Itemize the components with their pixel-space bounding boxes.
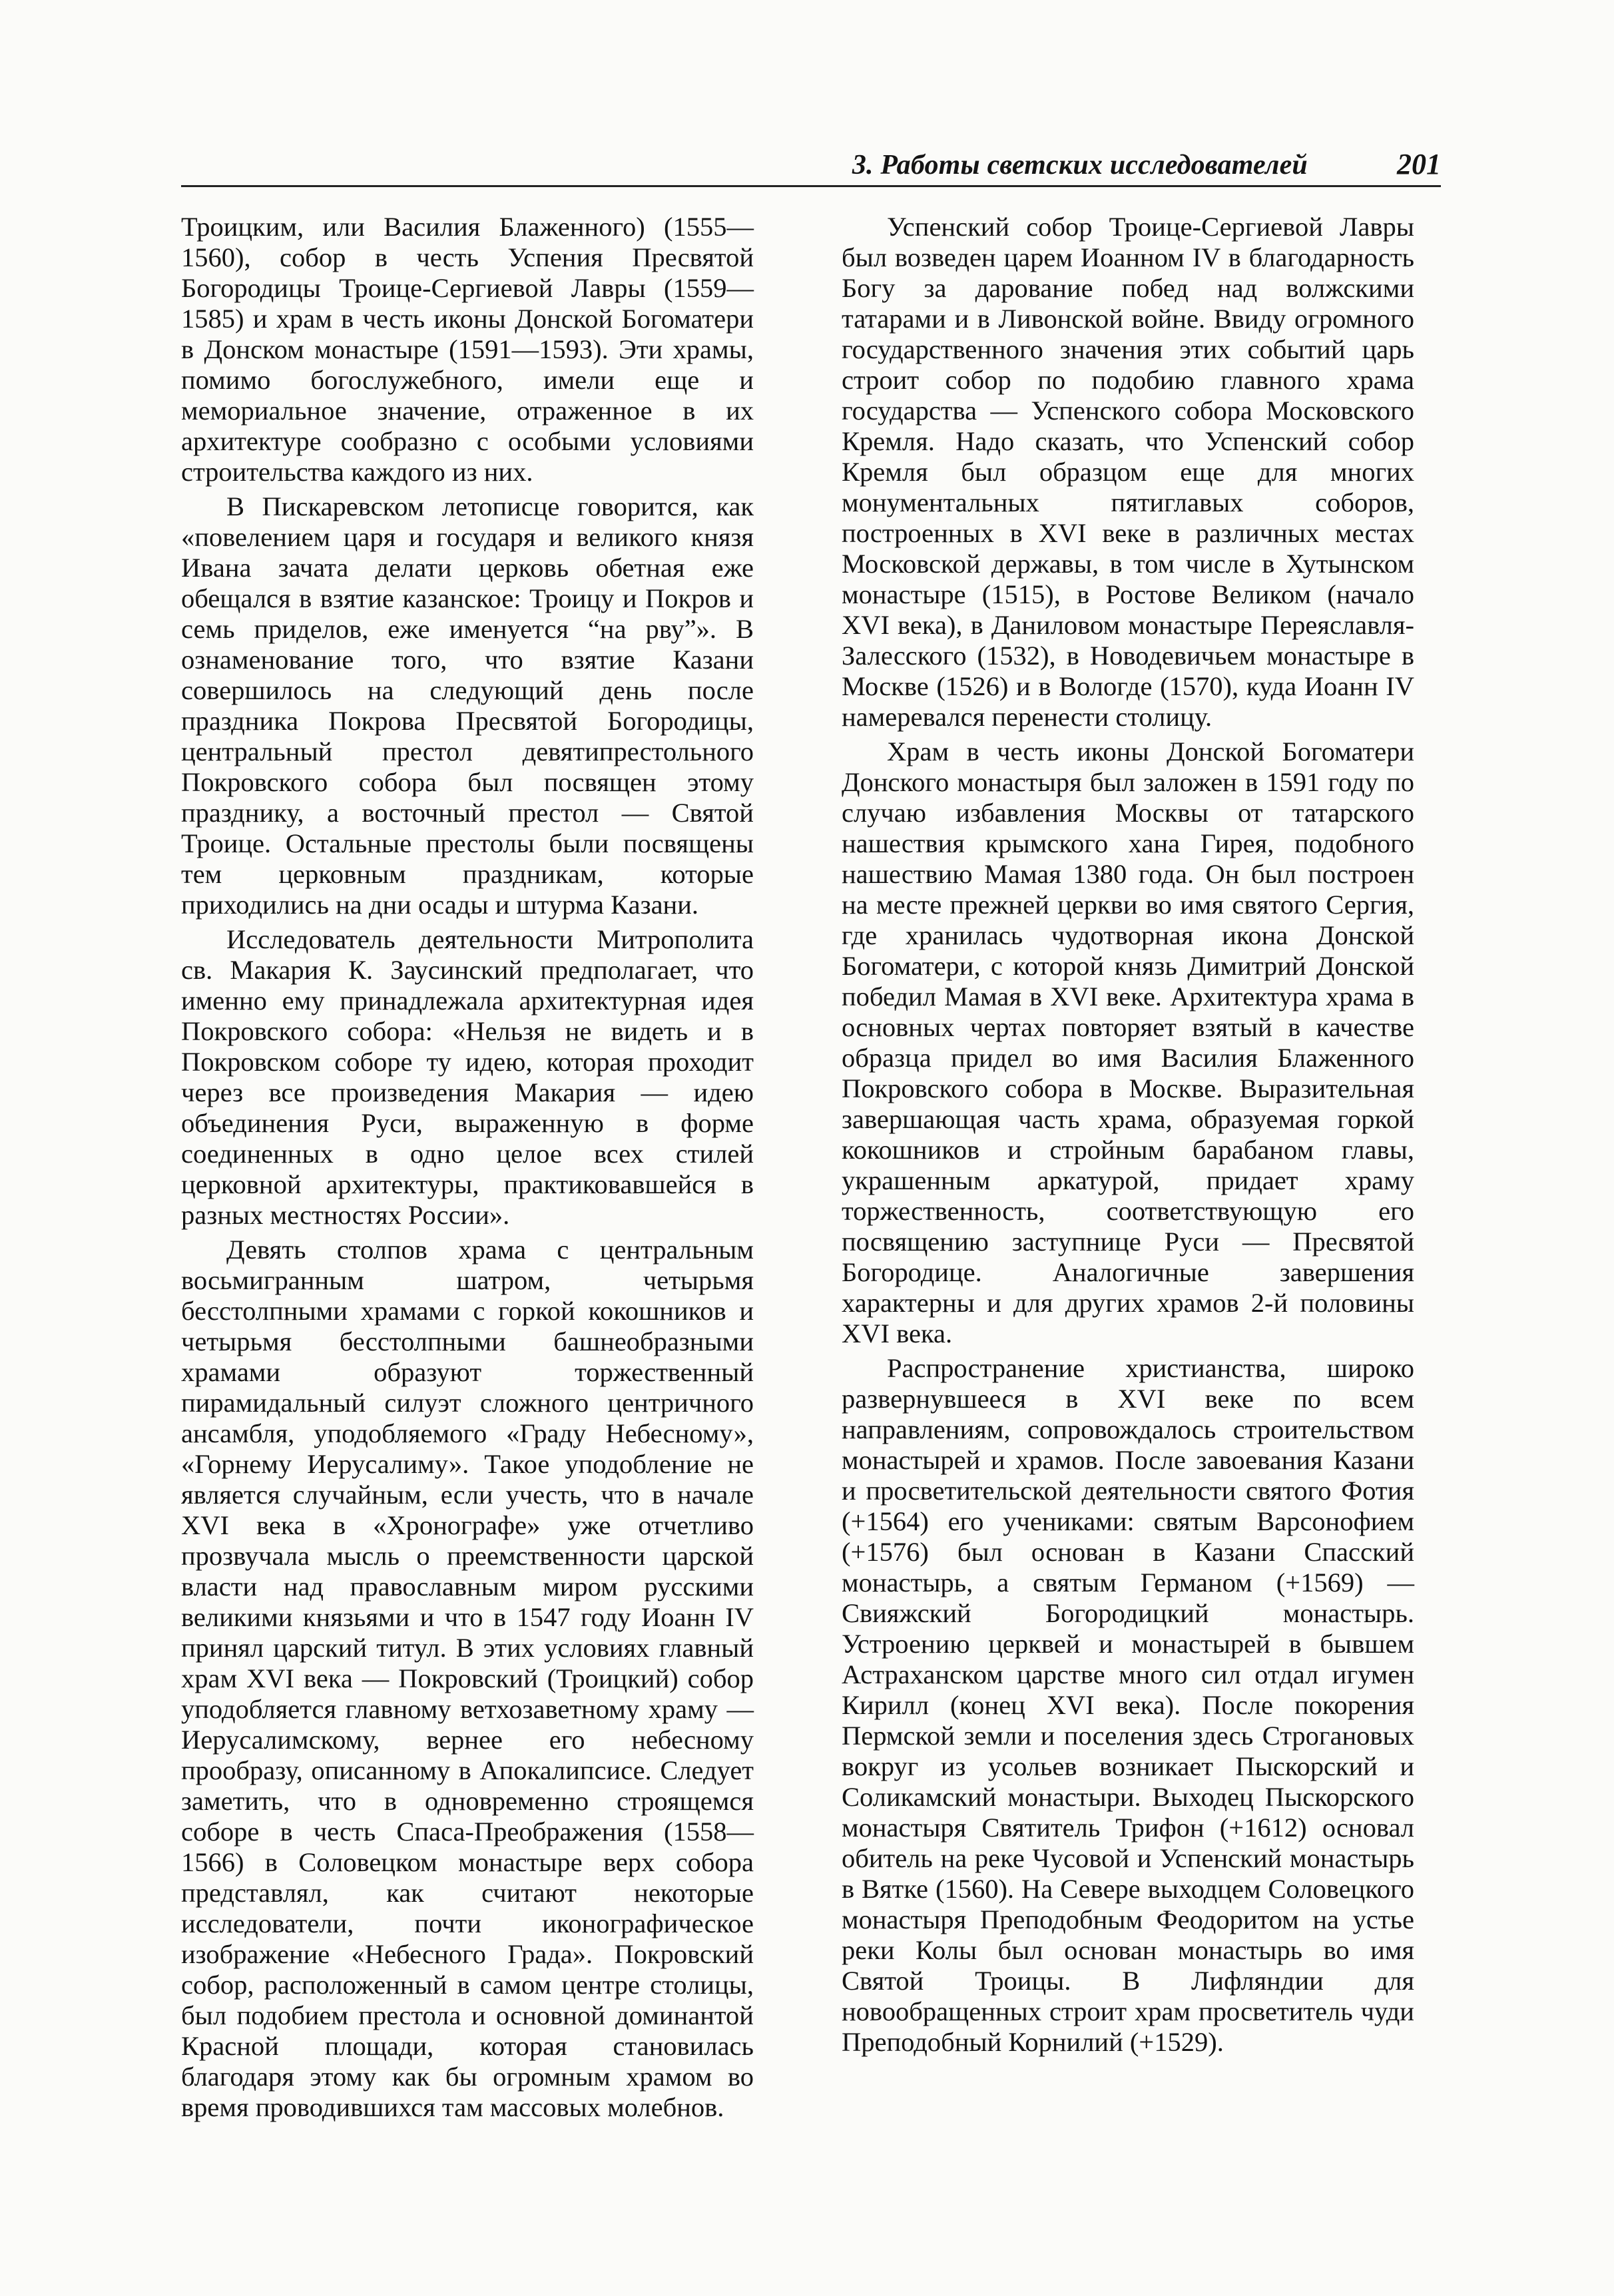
page-number: 201: [1397, 148, 1441, 180]
left-column: [181, 212, 754, 2127]
paragraph: Распространение христианства, широко развернувшееся в XVI веке по всем направлениям, сопровождалось строительством монастырей и храмов. После завоевания Казани и просветительской деятельности святого Фотия (+1564) его учениками: святым Варсонофием (+1576) был основан в Казани Спасский монастырь, а святым Германом (+1569) — Свияжский Богородицкий монастырь. Устроению церквей и монастырей в бывшем Астраханском царстве много сил отдал игумен Кирилл (конец XVI века). После покорения Пермской земли и поселения здесь Строгановых вокруг из усольев возникает Пыскорский и Соликамский монастыри. Выходец Пыскорского монастыря Святитель Трифон (+1612) основал обитель на реке Чусовой и Успенский монастырь в Вятке (1560). На Севере выходцем Соловецкого монастыря Преподобным Феодоритом на устье реки Колы был основан монастырь во имя Святой Троицы. В Лифляндии для новообращенных строит храм просветитель чуди Преподобный Корнилий (+1529).: [842, 1353, 1414, 2057]
paragraph: Исследователь деятельности Митрополита св. Макария К. Заусинский предполагает, что именно ему принадлежала архитектурная идея Покровского собора: «Нельзя не видеть и в Покровском соборе ту идею, которая проходит через все произведения Макария — идею объединения Руси, выраженную в форме соединенных в одно целое всех стилей церковной архитектуры, практиковавшейся в разных местностях России».: [181, 924, 754, 1230]
right-column: [842, 212, 1414, 2062]
paragraph: Девять столпов храма с центральным восьмигранным шатром, четырьмя бесстолпными храмами с горкой кокошников и четырьмя бесстолпными башнеобразными храмами образуют торжественный пирамидальный силуэт сложного центричного ансамбля, уподобляемого «Граду Небесному», «Горнему Иерусалиму». Такое уподобление не является случайным, если учесть, что в начале XVI века в «Хронографе» уже отчетливо прозвучала мысль о преемственности царской власти над православным миром русскими великими князьями и что в 1547 году Иоанн IV принял царский титул. В этих условиях главный храм XVI века — Покровский (Троицкий) собор уподобляется главному ветхозаветному храму — Иерусалимскому, вернее его небесному прообразу, описанному в Апокалипсисе. Следует заметить, что в одновременно строящемся соборе в честь Спаса-Преображения (1558—1566) в Соловецком монастыре верх собора представлял, как считают некоторые исследователи, почти иконографическое изображение «Небесного Града». Покровский собор, расположенный в самом центре столицы, был подобием престола и основной доминантой Красной площади, которая становилась благодаря этому как бы огромным храмом во время проводившихся там массовых молебнов.: [181, 1235, 754, 2122]
paragraph: Храм в честь иконы Донской Богоматери Донского монастыря был заложен в 1591 году по случаю избавления Москвы от татарского нашествия крымского хана Гирея, подобного нашествию Мамая 1380 года. Он был построен на месте прежней церкви во имя святого Сергия, где хранилась чудотворная икона Донской Богоматери, с которой князь Димитрий Донской победил Мамая в XVI веке. Архитектура храма в основных чертах повторяет взятый в качестве образца придел во имя Василия Блаженного Покровского собора в Москве. Выразительная завершающая часть храма, образуемая горкой кокошников и стройным барабаном главы, украшенным аркатурой, придает храму торжественность, соответствующую его посвящению заступнице Руси — Пресвятой Богородице. Аналогичные завершения характерны и для других храмов 2-й половины XVI века.: [842, 736, 1414, 1348]
running-title: 3. Работы светских исследователей: [852, 150, 1308, 180]
paragraph: Троицким, или Василия Блаженного) (1555—1560), собор в честь Успения Пресвятой Богородицы Троице-Сергиевой Лавры (1559—1585) и храм в честь иконы Донской Богоматери в Донском монастыре (1591—1593). Эти храмы, помимо богослужебного, имели еще и мемориальное значение, отраженное в их архитектуре сообразно с особыми условиями строительства каждого из них.: [181, 212, 754, 487]
paragraph: Успенский собор Троице-Сергиевой Лавры был возведен царем Иоанном IV в благодарность Богу за дарование побед над волжскими татарами и в Ливонской войне. Ввиду огромного государственного значения этих событий царь строит собор по подобию главного храма государства — Успенского собора Московского Кремля. Надо сказать, что Успенский собор Кремля был образцом еще для многих монументальных пятиглавых соборов, построенных в XVI веке в различных местах Московской державы, в том числе в Хутынском монастыре (1515), в Ростове Великом (начало XVI века), в Даниловом монастыре Переяславля-Залесского (1532), в Новодевичьем монастыре в Москве (1526) и в Вологде (1570), куда Иоанн IV намеревался перенести столицу.: [842, 212, 1414, 732]
paragraph: В Пискаревском летописце говорится, как «повелением царя и государя и великого князя Ивана зачата делати церковь обетная еже обещался в взятие казанское: Троицу и Покров и семь приделов, еже именуется “на рву”». В ознаменование того, что взятие Казани совершилось на следующий день после праздника Покрова Пресвятой Богородицы, центральный престол девятипрестольного Покровского собора был посвящен этому празднику, а восточный престол — Святой Троице. Остальные престолы были посвящены тем церковным праздникам, которые приходились на дни осады и штурма Казани.: [181, 491, 754, 920]
page-header: [181, 143, 1441, 187]
